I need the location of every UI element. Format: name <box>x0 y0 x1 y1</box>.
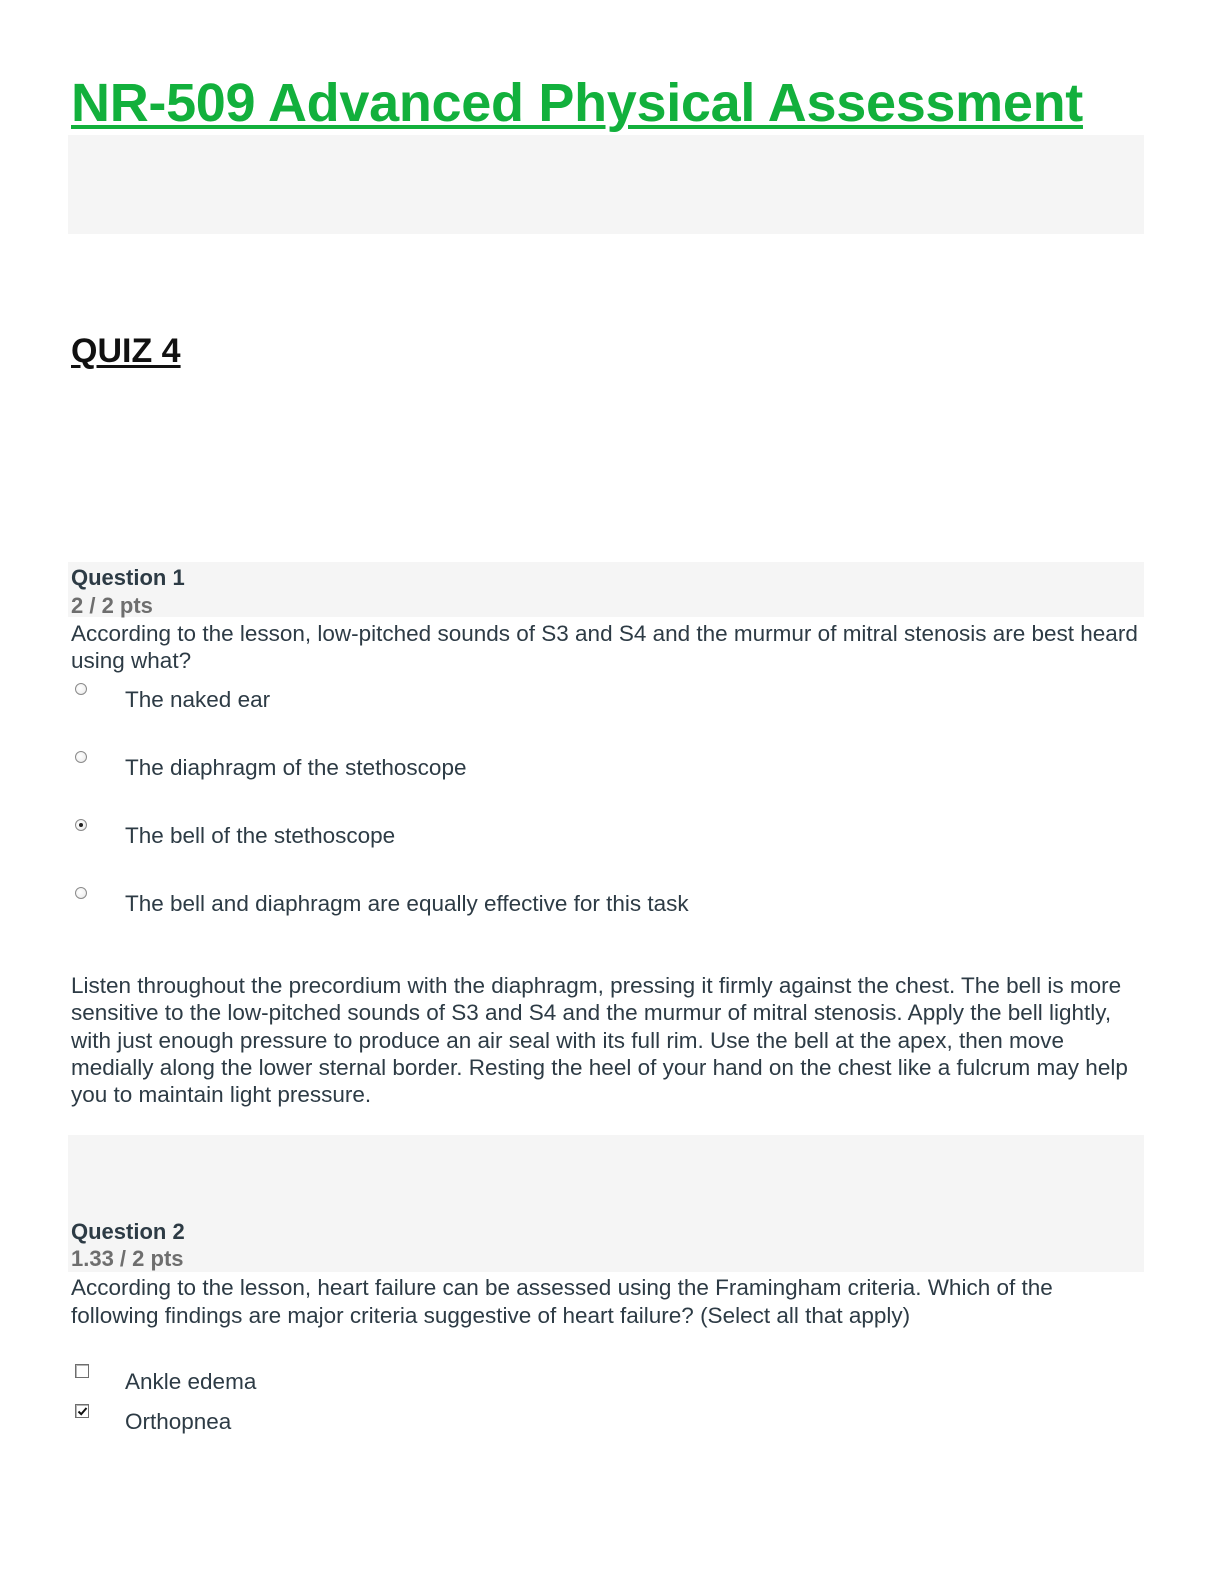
checkbox[interactable] <box>75 1364 89 1378</box>
question-2-header <box>68 1215 1144 1272</box>
radio-button[interactable] <box>75 683 87 695</box>
question-1-title: Question 1 <box>71 565 185 590</box>
answer-label: The bell and diaphragm are equally effective for this task <box>125 891 689 916</box>
question-2-answer-1[interactable] <box>71 1362 1071 1402</box>
question-2-text: According to the lesson, heart failure can be assessed using the Framingham criteria. Which of the following findings are major criteria suggestive of heart failure? (Select all that apply) <box>71 1275 1053 1328</box>
radio-button-selected[interactable] <box>75 819 87 831</box>
separator-band <box>68 1135 1144 1215</box>
checkbox-checked[interactable] <box>75 1404 89 1418</box>
question-1-points: 2 / 2 pts <box>71 593 153 618</box>
answer-label: The bell of the stethoscope <box>125 823 396 848</box>
answer-label: The naked ear <box>125 687 271 712</box>
checkmark-icon <box>77 1406 88 1417</box>
quiz-title: QUIZ 4 <box>71 332 181 370</box>
document-title: NR-509 Advanced Physical Assessment <box>71 73 1083 133</box>
radio-button[interactable] <box>75 751 87 763</box>
question-2-points: 1.33 / 2 pts <box>71 1246 184 1271</box>
question-1-answer-2[interactable] <box>71 748 1071 788</box>
header-band <box>68 135 1144 234</box>
question-1-header <box>68 562 1144 617</box>
question-1-answer-4[interactable] <box>71 884 1071 924</box>
question-2-title: Question 2 <box>71 1219 185 1244</box>
question-1-text: According to the lesson, low-pitched sounds of S3 and S4 and the murmur of mitral stenosis are best heard using what? <box>71 621 1138 673</box>
question-1-answer-1[interactable] <box>71 680 1071 720</box>
question-1-answer-3[interactable] <box>71 816 1071 856</box>
answer-label: Ankle edema <box>125 1369 257 1394</box>
answer-label: Orthopnea <box>125 1409 232 1434</box>
radio-button[interactable] <box>75 887 87 899</box>
question-1-explanation: Listen throughout the precordium with the diaphragm, pressing it firmly against the chest. The bell is more sensitive to the low-pitched sounds of S3 and S4 and the murmur of mitral stenosis. Apply the bell lightly, with just enough pressure to produce an air seal with its full rim. Use the bell at the apex, then move medially along the lower sternal border. Resting the heel of your hand on the chest like a fulcrum may help you to maintain light pressure. <box>71 973 1128 1108</box>
answer-label: The diaphragm of the stethoscope <box>125 755 467 780</box>
question-2-answer-2[interactable] <box>71 1402 1071 1442</box>
